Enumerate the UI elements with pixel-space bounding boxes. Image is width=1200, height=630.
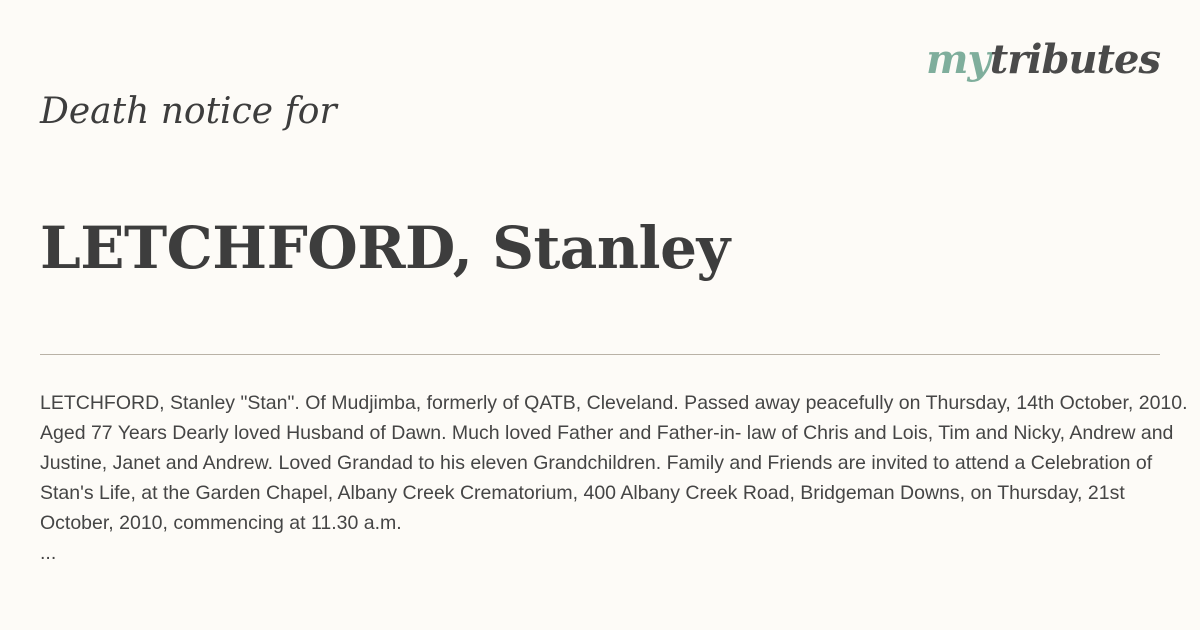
- logo-tributes-text: tributes: [989, 36, 1160, 83]
- section-divider: [40, 354, 1160, 355]
- death-notice-kicker: Death notice for: [40, 91, 337, 132]
- notice-body-content: LETCHFORD, Stanley "Stan". Of Mudjimba, formerly of QATB, Cleveland. Passed away peacefully on Thursday, 14th October, 2010. Aged 77 Years Dearly loved Husband of Dawn. Much loved Father and Father-in- law of Chris and Lois, Tim and Nicky, Andrew and Justine, Janet and Andrew. Loved Grandad to his eleven Grandchildren. Family and Friends are invited to attend a Celebration of Stan's Life, at the Garden Chapel, Albany Creek Crematorium, 400 Albany Creek Road, Bridgeman Downs, on Thursday, 21st October, 2010, commencing at 11.30 a.m.: [40, 392, 1188, 534]
- deceased-name-heading: LETCHFORD, Stanley: [40, 214, 730, 282]
- notice-body-text: [40, 388, 1190, 568]
- mytributes-logo[interactable]: [926, 36, 1160, 84]
- logo-my-text: my: [926, 36, 990, 83]
- notice-ellipsis: ...: [40, 542, 57, 564]
